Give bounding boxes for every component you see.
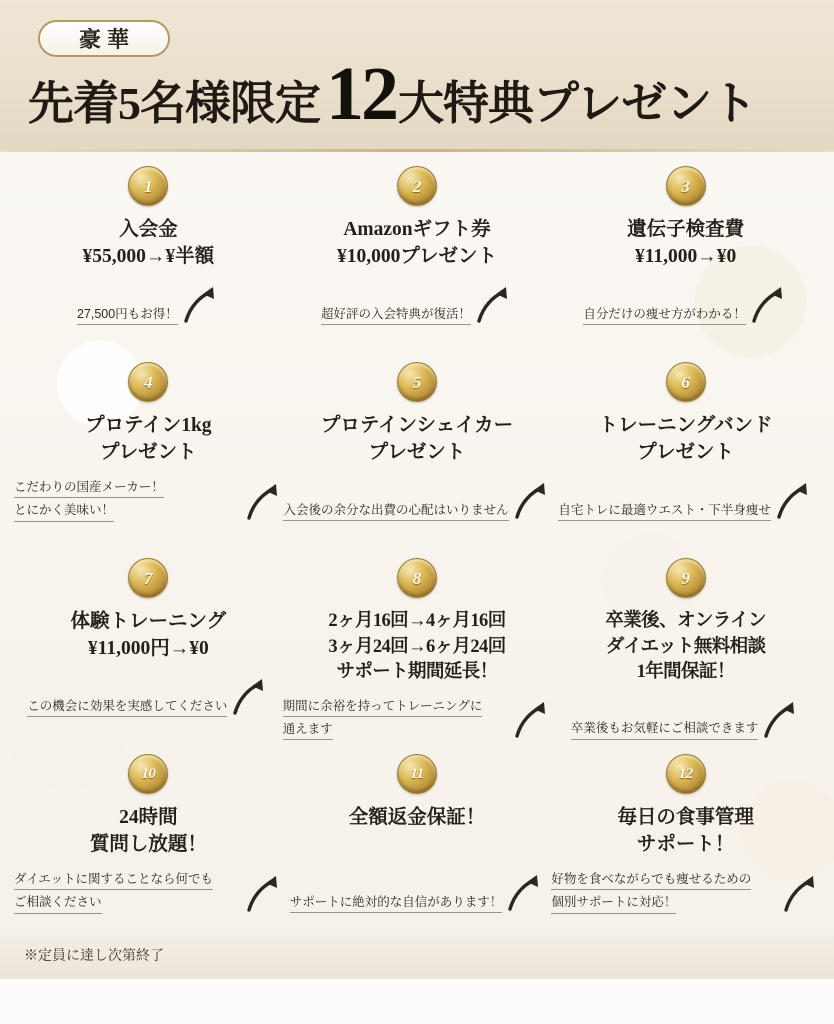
header-banner <box>0 0 834 152</box>
benefit-title-line: ¥55,000→¥半額 <box>82 245 215 267</box>
benefit-note-line: 27,500円も <box>77 304 140 325</box>
benefit-title <box>599 413 773 467</box>
benefit-number-medal <box>128 754 168 794</box>
headline-part1: 先着5名様限定 <box>28 78 320 129</box>
benefit-note-line: 自分だけの <box>583 304 646 325</box>
benefit-title <box>627 217 744 271</box>
benefit-number-medal <box>666 166 706 206</box>
benefit-note <box>583 304 746 327</box>
benefit-note-line: ご相談できます <box>671 718 759 739</box>
benefit-title-line: サポート！ <box>636 833 735 855</box>
benefit-number: 6 <box>681 372 690 392</box>
benefit-note-line: 入会特典が復活！ <box>371 304 471 325</box>
benefit-note-line: トレーニングに <box>395 696 482 717</box>
benefit-note-line: ご相談ください <box>14 892 102 913</box>
benefit-title-line: 質問し放題！ <box>89 833 207 855</box>
benefit-number-medal <box>128 362 168 402</box>
benefit-note-line: 痩せるための <box>676 869 751 890</box>
benefit-title-line: プレゼント <box>368 441 466 463</box>
benefit-title <box>71 609 227 663</box>
benefit-number-medal <box>128 558 168 598</box>
benefit-note-line: ことなら何でも <box>126 869 214 890</box>
luxury-badge-label: 豪華 <box>78 27 135 52</box>
luxury-badge <box>38 20 170 57</box>
benefit-number-medal <box>666 362 706 402</box>
benefit-title-line: 毎日の食事管理 <box>617 807 754 828</box>
benefit-title <box>349 805 486 859</box>
page-title <box>28 52 818 136</box>
benefit-number-medal <box>397 166 437 206</box>
benefit-number-medal <box>666 754 706 794</box>
benefit-note-group <box>27 673 269 719</box>
benefit-note-line: 自信があります！ <box>402 892 502 913</box>
benefit-title-line: 24時間 <box>119 807 178 828</box>
benefit-note-group <box>571 696 801 742</box>
benefit-title-line: ¥11,000円→¥0 <box>87 637 209 659</box>
benefit-note-line: 個別サポートに対応！ <box>551 892 676 913</box>
benefit-number-medal <box>128 166 168 206</box>
benefit-note <box>571 718 759 741</box>
benefit-number-medal <box>397 558 437 598</box>
benefit-title <box>328 609 505 686</box>
benefit-title-line: 2ヶ月16回→4ヶ月16回 <box>328 611 506 631</box>
benefit-note-group <box>321 281 513 327</box>
arrow-icon <box>780 870 820 914</box>
arrow-icon <box>773 477 813 521</box>
benefit-item <box>551 558 820 754</box>
benefit-item <box>283 558 552 754</box>
benefit-number: 12 <box>678 765 693 782</box>
footer-disclaimer: ※定員に達し次第終了 <box>24 947 164 963</box>
benefit-note-line: 出費の心配は <box>371 500 446 521</box>
benefit-note-line: サポートに絶対的な <box>290 892 403 913</box>
benefit-number: 3 <box>681 176 690 196</box>
benefit-note-group <box>583 281 788 327</box>
benefit-item <box>551 754 820 934</box>
benefit-note-line: ダイエットに関する <box>14 869 126 890</box>
benefit-title-line: ¥10,000プレゼント <box>336 245 498 267</box>
benefit-number: 10 <box>141 765 156 782</box>
benefit-number: 7 <box>144 568 153 588</box>
benefit-note-group <box>290 869 545 915</box>
arrow-icon <box>511 477 551 521</box>
benefit-number-medal <box>397 754 437 794</box>
benefit-note-line: いりません <box>446 500 509 521</box>
benefit-item <box>14 754 283 934</box>
benefit-note-line: 国産メーカー！ <box>77 477 164 498</box>
arrow-icon <box>748 281 788 325</box>
benefit-title <box>605 609 766 686</box>
arrow-icon <box>243 478 283 522</box>
benefit-number: 8 <box>412 568 422 588</box>
benefit-note-line: 入会後の余分な <box>283 500 371 521</box>
benefit-title <box>90 805 207 859</box>
benefit-title <box>337 217 497 271</box>
benefit-item <box>551 166 820 362</box>
benefit-title <box>617 805 754 859</box>
benefit-note-line: お得！ <box>140 304 178 325</box>
benefit-note-group <box>551 869 820 916</box>
benefit-title-line: サポート期間延長！ <box>336 662 498 683</box>
benefit-note-line: 卒業後もお気軽に <box>571 718 671 739</box>
benefit-number: 11 <box>410 765 424 782</box>
benefit-title-line: プロテイン1kg <box>85 415 212 436</box>
benefit-note <box>558 500 771 523</box>
benefit-note-group <box>283 477 550 523</box>
benefit-item <box>283 754 552 934</box>
benefit-note-line: この機会に <box>27 696 90 717</box>
benefits-section <box>0 152 834 979</box>
benefit-number-medal <box>666 558 706 598</box>
arrow-icon <box>180 281 220 325</box>
benefit-title-line: ¥11,000→¥0 <box>634 245 737 267</box>
benefit-note <box>14 869 241 916</box>
benefit-number-medal <box>397 362 437 402</box>
arrow-icon <box>511 696 551 740</box>
arrow-icon <box>229 673 269 717</box>
benefit-note-line: 期間に余裕を持って <box>283 696 396 717</box>
benefit-title-line: Amazonギフト券 <box>343 219 491 240</box>
benefit-note-group <box>77 281 220 327</box>
benefit-title-line: プレゼント <box>99 441 197 463</box>
benefit-item <box>14 362 283 558</box>
benefit-note-line: 好物を食べながらでも <box>551 869 676 890</box>
benefit-note-line: 通えます <box>283 719 333 740</box>
benefit-note <box>14 477 241 524</box>
benefit-title <box>83 217 215 271</box>
arrow-icon <box>473 281 513 325</box>
arrow-icon <box>243 870 283 914</box>
headline-part2: 大特典プレゼント <box>398 78 757 129</box>
benefit-item <box>551 362 820 558</box>
benefit-note-line: 超好評の <box>321 304 371 325</box>
benefit-number: 5 <box>412 372 422 392</box>
benefit-title-line: プロテインシェイカー <box>320 415 514 436</box>
benefit-item <box>283 362 552 558</box>
benefit-note-line: ウエスト・下半身痩せ <box>646 500 771 521</box>
benefit-note-line: 自宅トレに最適 <box>558 500 646 521</box>
benefits-grid <box>0 166 834 934</box>
benefit-title-line: 1年間保証！ <box>636 662 735 683</box>
benefit-title-line: 全額返金保証！ <box>348 807 486 828</box>
benefit-title-line: 入会金 <box>119 219 178 240</box>
benefit-note <box>27 696 227 719</box>
benefit-note-group <box>558 477 813 523</box>
benefit-title <box>85 413 211 467</box>
benefit-note <box>321 304 471 327</box>
benefit-title-line: トレーニングバンド <box>598 415 773 436</box>
arrow-icon <box>760 696 800 740</box>
benefit-note-line: こだわりの <box>14 477 77 498</box>
benefit-item <box>14 166 283 362</box>
benefit-number: 1 <box>144 176 153 196</box>
benefit-note-line: 痩せ方がわかる！ <box>646 304 746 325</box>
benefit-item <box>283 166 552 362</box>
benefit-note <box>551 869 778 916</box>
benefit-number: 9 <box>681 568 690 588</box>
benefit-title <box>321 413 513 467</box>
benefit-title-line: 体験トレーニング <box>70 611 227 632</box>
benefit-title-line: 卒業後、オンライン <box>605 611 766 631</box>
benefit-note <box>283 696 510 743</box>
benefit-note-line: 効果を実感 <box>90 696 153 717</box>
benefit-note-group <box>14 869 283 916</box>
benefit-item <box>14 558 283 754</box>
benefit-note <box>290 892 503 915</box>
benefit-note-group <box>283 696 552 743</box>
benefit-title-line: 遺伝子検査費 <box>627 219 745 240</box>
arrow-icon <box>504 869 544 913</box>
benefit-title-line: ダイエット無料相談 <box>605 636 766 657</box>
benefit-note-group <box>14 477 283 524</box>
benefit-note-line: してください <box>152 696 227 717</box>
benefit-title-line: 3ヶ月24回→6ヶ月24回 <box>328 636 506 657</box>
benefit-note-line: とにかく美味い！ <box>14 500 114 521</box>
benefit-note <box>283 500 508 523</box>
benefit-number: 2 <box>412 176 422 196</box>
benefit-number: 4 <box>144 372 153 392</box>
headline-number: 12 <box>326 52 396 136</box>
benefit-note <box>77 304 178 327</box>
benefit-title-line: プレゼント <box>637 441 735 463</box>
